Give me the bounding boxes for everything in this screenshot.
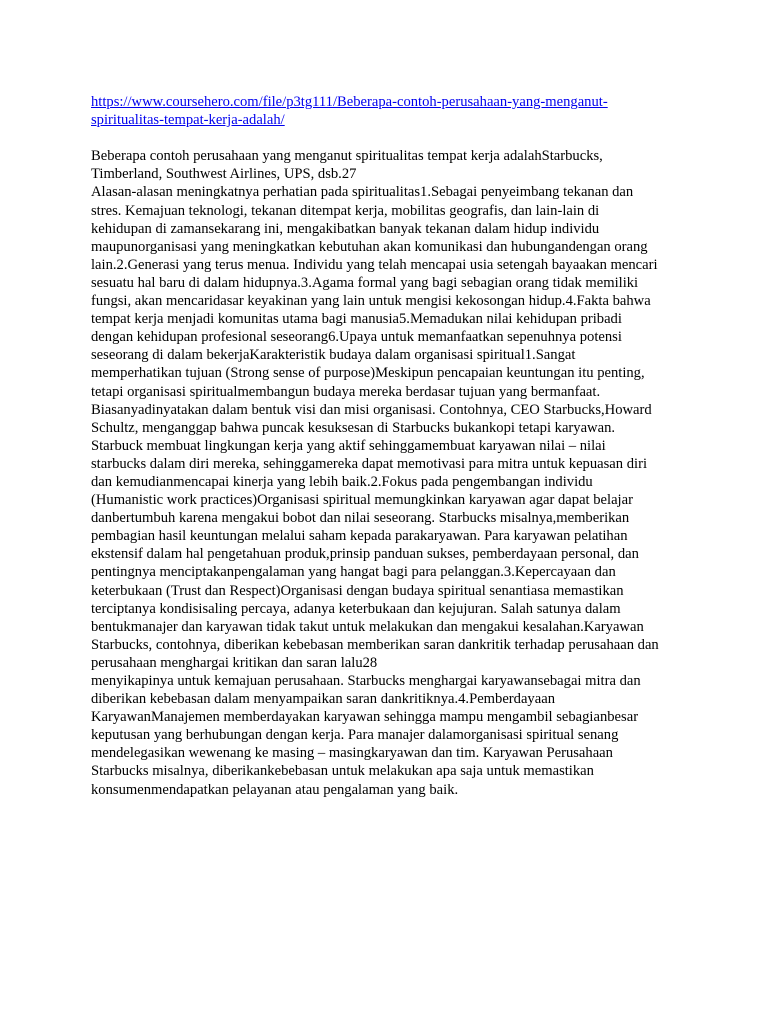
text-line: Timberland, Southwest Airlines, UPS, dsb.27 xyxy=(91,166,357,183)
text-line: (Humanistic work practices)Organisasi spiritual memungkinkan karyawan agar dapat belajar xyxy=(91,492,633,509)
text-line: dan kemudianmencapai kinerja yang lebih baik.2.Fokus pada pengembangan individu xyxy=(91,473,593,490)
text-line: pembagian hasil keuntungan melalui saham kepada parakaryawan. Para karyawan pelatihan xyxy=(91,528,628,545)
text-line: ekstensif dalam hal pengetahuan produk,prinsip panduan sukses, pemberdayaan personal, dan xyxy=(91,546,639,563)
text-line: lain.2.Generasi yang terus menua. Individu yang telah mencapai usia setengah bayaakan mencari xyxy=(91,256,658,273)
text-line: keputusan yang berhubungan dengan kerja. Para manajer dalamorganisasi spiritual senang xyxy=(91,727,619,744)
text-line: Starbucks, contohnya, diberikan kebebasan memberikan saran dankritik terhadap perusahaan dan xyxy=(91,636,659,653)
text-line: perusahaan menghargai kritikan dan saran lalu28 xyxy=(91,654,378,671)
text-line: danbertumbuh karena mengakui bobot dan nilai seseorang. Starbucks misalnya,memberikan xyxy=(91,510,630,527)
text-line: keterbukaan (Trust dan Respect)Organisasi dengan budaya spiritual senantiasa memastikan xyxy=(91,582,624,599)
body-text xyxy=(91,147,687,798)
text-line: KaryawanManajemen memberdayakan karyawan sehingga mampu mengambil sebagianbesar xyxy=(91,709,639,726)
text-line: Schultz, menganggap bahwa puncak kesuksesan di Starbucks bukankopi tetapi karyawan. xyxy=(91,419,616,436)
text-line: Biasanyadinyatakan dalam bentuk visi dan misi organisasi. Contohnya, CEO Starbucks,Howard xyxy=(91,401,652,418)
text-line: sesuatu hal baru di dalam hidupnya.3.Agama formal yang bagi sebagian orang tidak memiliki xyxy=(91,274,639,291)
text-line: pentingnya menciptakanpengalaman yang hangat bagi para pelanggan.3.Kepercayaan dan xyxy=(91,564,616,581)
text-line: memperhatikan tujuan (Strong sense of purpose)Meskipun pencapaian keuntungan itu penting, xyxy=(91,365,645,382)
document-page xyxy=(91,93,687,799)
text-line: tempat kerja menjadi komunitas utama bagi manusia5.Memadukan nilai kehidupan pribadi xyxy=(91,311,622,328)
text-line: mendelegasikan wewenang ke masing – masingkaryawan dan tim. Karyawan Perusahaan xyxy=(91,745,613,762)
text-line: terciptanya kondisisaling percaya, adanya keterbukaan dan kejujuran. Salah satunya dalam xyxy=(91,600,621,617)
source-link-line[interactable]: https://www.coursehero.com/file/p3tg111/Beberapa-contoh-perusahaan-yang-menganut- xyxy=(91,94,608,110)
text-line: maupunorganisasi yang meningkatkan kebutuhan akan komunikasi dan hubungandengan orang xyxy=(91,238,648,255)
text-line: Beberapa contoh perusahaan yang menganut spiritualitas tempat kerja adalahStarbucks, xyxy=(91,148,603,165)
text-line: konsumenmendapatkan pelayanan atau pengalaman yang baik. xyxy=(91,781,459,798)
text-line: Alasan-alasan meningkatnya perhatian pada spiritualitas1.Sebagai penyeimbang tekanan dan xyxy=(91,184,634,201)
text-line: diberikan kebebasan dalam menyampaikan saran dankritiknya.4.Pemberdayaan xyxy=(91,691,555,708)
text-line: Starbucks misalnya, diberikankebebasan untuk melakukan apa saja untuk memastikan xyxy=(91,763,594,780)
text-line: tetapi organisasi spiritualmembangun budaya mereka berdasar tujuan yang bermanfaat. xyxy=(91,383,601,400)
text-line: fungsi, akan mencaridasar keyakinan yang lain untuk mengisi kekosongan hidup.4.Fakta bahwa xyxy=(91,293,651,310)
paragraph-gap xyxy=(91,129,687,147)
text-line: bentukmanajer dan karyawan tidak takut untuk melakukan dan mengakui kesalahan.Karyawan xyxy=(91,618,644,635)
text-line: dengan kehidupan profesional seseorang6.Upaya untuk memanfaatkan sepenuhnya potensi xyxy=(91,329,622,346)
source-link-line[interactable]: spiritualitas-tempat-kerja-adalah/ xyxy=(91,112,285,129)
text-line: menyikapinya untuk kemajuan perusahaan. Starbucks menghargai karyawansebagai mitra dan xyxy=(91,673,641,689)
text-line: Starbuck membuat lingkungan kerja yang aktif sehinggamembuat karyawan nilai – nilai xyxy=(91,437,606,454)
text-line: kehidupan di zamansekarang ini, mengakibatkan banyak tekanan dalam hidup individu xyxy=(91,220,600,237)
text-line: seseorang di dalam bekerjaKarakteristik budaya dalam organisasi spiritual1.Sangat xyxy=(91,347,576,364)
text-line: stres. Kemajuan teknologi, tekanan ditempat kerja, mobilitas geografis, dan lain-lain di xyxy=(91,202,600,219)
text-line: starbucks dalam diri mereka, sehinggamereka dapat memotivasi para mitra untuk kepuasan diri xyxy=(91,455,647,472)
source-link[interactable] xyxy=(91,93,687,129)
